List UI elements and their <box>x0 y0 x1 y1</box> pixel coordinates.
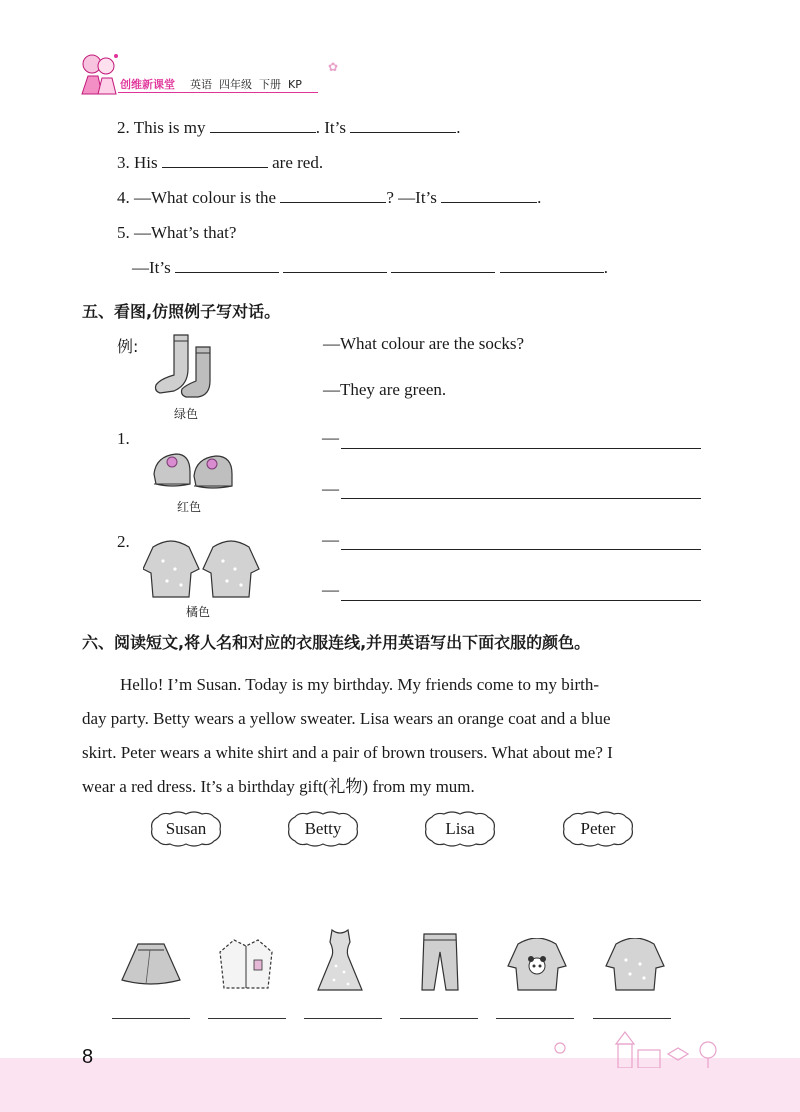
trousers-answer-line[interactable] <box>400 1018 478 1019</box>
item2-dash-2: — <box>322 580 339 599</box>
name-betty: Betty <box>304 819 342 838</box>
header-info <box>190 76 302 92</box>
q2-text-b: . It’s <box>315 118 346 137</box>
q4-blank-1[interactable] <box>280 188 386 203</box>
q4-blank-2[interactable] <box>441 188 537 203</box>
item1-answer-line-1[interactable] <box>341 448 701 449</box>
name-peter: Peter <box>580 819 616 838</box>
q2-blank-1[interactable] <box>210 118 316 133</box>
sweater-icon[interactable] <box>604 938 666 992</box>
header-rule <box>118 92 318 93</box>
q3-text-b: are red. <box>272 153 324 172</box>
coat-icon[interactable] <box>216 936 276 992</box>
item1-number: 1. <box>117 429 130 448</box>
socks-icon <box>152 333 228 399</box>
q5-end: . <box>603 258 608 277</box>
sweaters-icon <box>143 539 261 601</box>
section5-title: 五、看图,仿照例子写对话。 <box>82 302 281 321</box>
q4-number: 4. <box>117 188 130 207</box>
coat-answer-line[interactable] <box>208 1018 286 1019</box>
q5-answer-row <box>132 258 608 278</box>
name-bubble-lisa[interactable] <box>422 811 498 847</box>
header-edition: KP <box>288 78 302 91</box>
q5-text-a: —What’s that? <box>134 223 237 242</box>
panda-sweater-answer-line[interactable] <box>496 1018 574 1019</box>
example-caption: 绿色 <box>174 407 199 421</box>
header-sparkle-icon: ✿ <box>328 60 339 74</box>
panda-sweater-icon[interactable] <box>506 938 568 992</box>
header-grade: 四年级 <box>219 78 252 91</box>
item2-dash-1: — <box>322 530 339 549</box>
example-question: —What colour are the socks? <box>323 334 525 353</box>
q5-blank-3[interactable] <box>391 258 495 273</box>
passage <box>82 668 702 804</box>
dress-icon[interactable] <box>316 928 364 994</box>
q5-number: 5. <box>117 223 130 242</box>
item2-caption: 橘色 <box>186 605 211 619</box>
header-volume: 下册 <box>259 78 281 91</box>
passage-line-4: wear a red dress. It’s a birthday gift(礼物) from my mum. <box>82 777 475 796</box>
item2-answer-line-2[interactable] <box>341 600 701 601</box>
q2-blank-2[interactable] <box>350 118 456 133</box>
name-susan: Susan <box>165 819 207 838</box>
q2-number: 2. <box>117 118 130 137</box>
q5-blank-1[interactable] <box>175 258 279 273</box>
header-subject: 英语 <box>190 78 212 91</box>
example-label: 例: <box>117 337 139 356</box>
passage-line-1: Hello! I’m Susan. Today is my birthday. My friends come to my birth- <box>120 675 599 694</box>
q4-end: . <box>537 188 542 207</box>
q4-text-a: —What colour is the <box>134 188 277 207</box>
q3-number: 3. <box>117 153 130 172</box>
q3-text-a: His <box>134 153 158 172</box>
sweater-answer-line[interactable] <box>593 1018 671 1019</box>
item2-answer-line-1[interactable] <box>341 549 701 550</box>
name-bubble-betty[interactable] <box>285 811 361 847</box>
q5-line2: —It’s <box>132 258 171 277</box>
footer-decoration-icon <box>548 1028 728 1068</box>
item1-caption: 红色 <box>177 500 202 514</box>
item1-dash-2: — <box>322 479 339 498</box>
item2-number: 2. <box>117 532 130 551</box>
skirt-answer-line[interactable] <box>112 1018 190 1019</box>
section6-title: 六、阅读短文,将人名和对应的衣服连线,并用英语写出下面衣服的颜色。 <box>82 633 591 652</box>
q5-blank-2[interactable] <box>283 258 387 273</box>
shoes-icon <box>150 446 236 494</box>
passage-line-3: skirt. Peter wears a white shirt and a pair of brown trousers. What about me? I <box>82 743 613 762</box>
dress-answer-line[interactable] <box>304 1018 382 1019</box>
q2-text-a: This is my <box>133 118 206 137</box>
q5-blank-4[interactable] <box>500 258 604 273</box>
q3-row <box>117 153 323 173</box>
q5-row <box>117 223 236 243</box>
q2-end: . <box>456 118 461 137</box>
q2-row <box>117 118 460 138</box>
q3-blank-1[interactable] <box>162 153 268 168</box>
header-logo <box>76 50 120 98</box>
example-answer: —They are green. <box>323 380 447 399</box>
item1-dash-1: — <box>322 428 339 447</box>
item1-answer-line-2[interactable] <box>341 498 701 499</box>
trousers-icon[interactable] <box>420 932 460 994</box>
header-brand: 创维新课堂 <box>120 78 175 91</box>
name-bubble-susan[interactable] <box>148 811 224 847</box>
name-lisa: Lisa <box>445 819 475 838</box>
q4-row <box>117 188 541 208</box>
passage-line-2: day party. Betty wears a yellow sweater. Lisa wears an orange coat and a blue <box>82 709 611 728</box>
q4-text-b: ? —It’s <box>386 188 437 207</box>
skirt-icon[interactable] <box>120 940 182 988</box>
name-bubble-peter[interactable] <box>560 811 636 847</box>
page-number: 8 <box>82 1046 94 1068</box>
